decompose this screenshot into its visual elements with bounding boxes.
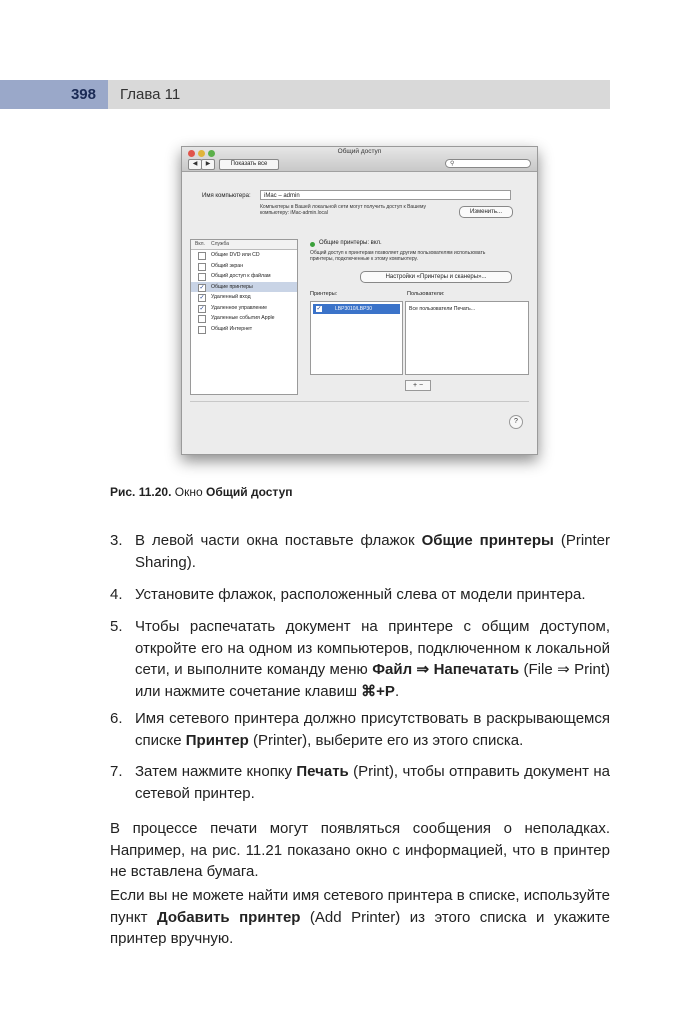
back-arrow-icon[interactable]: ◀ bbox=[188, 159, 202, 170]
service-row-internet[interactable]: Общий Интернет bbox=[191, 324, 297, 335]
search-field[interactable] bbox=[445, 159, 531, 168]
services-list-header bbox=[191, 240, 297, 250]
printer-name: LBP3010/LBP30 bbox=[335, 306, 372, 312]
service-row-dvd[interactable]: Общие DVD или CD bbox=[191, 250, 297, 261]
window-divider bbox=[190, 401, 529, 402]
service-checkbox[interactable] bbox=[198, 273, 206, 281]
window-title: Общий доступ bbox=[337, 148, 382, 155]
user-entry[interactable]: Все пользователи Печать... bbox=[409, 306, 476, 312]
computer-name-note: Компьютеры в Вашей локальной сети могут получить доступ к Вашему компьютеру: iMac-admin.local bbox=[260, 204, 426, 216]
window-titlebar bbox=[182, 147, 537, 172]
list-item: 6. Имя сетевого принтера должно присутствовать в раскрывающемся списке Принтер (Printer), выберите его из этого списка. bbox=[110, 710, 610, 749]
page-number: 398 bbox=[0, 80, 108, 109]
printer-sharing-description: Общий доступ к принтерам позволяет другим пользователям использовать принтеры, подключенные к этому компьютеру. bbox=[310, 250, 486, 262]
service-checkbox-checked[interactable]: ✓ bbox=[199, 295, 205, 301]
figure-caption: Рис. 11.20. Окно Общий доступ bbox=[110, 485, 293, 499]
computer-name-label: Имя компьютера: bbox=[202, 193, 251, 199]
users-list bbox=[405, 301, 529, 375]
help-icon[interactable]: ? bbox=[509, 415, 523, 429]
service-row-apple-events[interactable]: Удаленные события Apple bbox=[191, 313, 297, 324]
change-name-button[interactable]: Изменить... bbox=[459, 206, 513, 218]
list-item: 4. Установите флажок, расположенный слева от модели принтера. bbox=[110, 586, 586, 603]
add-remove-user-buttons[interactable]: + − bbox=[405, 380, 431, 391]
body-paragraph: Если вы не можете найти имя сетевого принтера в списке, используйте пункт Добавить принтер (Add Printer) из этого списка и укажите принтер вручную. bbox=[110, 887, 611, 947]
service-checkbox[interactable] bbox=[198, 326, 206, 334]
service-checkbox-checked[interactable]: ✓ bbox=[199, 284, 205, 291]
service-row-printers[interactable]: ✓ Общие принтеры bbox=[191, 282, 297, 293]
list-item: 3. В левой части окна поставьте флажок Общие принтеры (Printer Sharing). bbox=[110, 532, 610, 571]
service-row-screen[interactable]: Общий экран bbox=[191, 261, 297, 272]
service-checkbox[interactable] bbox=[198, 263, 206, 271]
service-row-remote-login[interactable]: ✓ Удаленный вход bbox=[199, 294, 251, 301]
computer-name-field[interactable]: iMac – admin bbox=[260, 190, 511, 200]
printer-row[interactable] bbox=[313, 304, 400, 314]
printers-label: Принтеры: bbox=[310, 291, 338, 297]
status-on-icon bbox=[310, 242, 315, 247]
sharing-window-figure bbox=[181, 146, 538, 455]
forward-arrow-icon[interactable]: ▶ bbox=[201, 159, 215, 170]
printers-scanners-prefs-button[interactable]: Настройки «Принтеры и сканеры»... bbox=[360, 271, 512, 283]
service-checkbox[interactable] bbox=[198, 252, 206, 260]
service-row-remote-management[interactable]: ✓ Удаленное управление bbox=[199, 304, 268, 312]
printers-list bbox=[310, 301, 403, 375]
show-all-button[interactable]: Показать все bbox=[219, 159, 279, 170]
list-item: 7. Затем нажмите кнопку Печать (Print), чтобы отправить документ на сетевой принтер. bbox=[110, 763, 610, 802]
services-list bbox=[190, 239, 298, 395]
printer-sharing-status: Общие принтеры: вкл. bbox=[319, 240, 382, 246]
service-checkbox[interactable] bbox=[198, 315, 206, 323]
body-paragraph: В процессе печати могут появляться сообщения о неполадках. Например, на рис. 11.21 показано окно с информацией, что в принтер не вставлена бумага. bbox=[110, 820, 610, 880]
search-icon: ⚲ bbox=[450, 161, 455, 167]
users-label: Пользователи: bbox=[407, 291, 445, 297]
service-row-files[interactable]: Общий доступ к файлам bbox=[191, 271, 297, 282]
chapter-title: Глава 11 bbox=[120, 86, 181, 103]
list-item: 5. Чтобы распечатать документ на принтере с общим доступом, откройте его на одном из компьютеров, подключенном к локальной сети, и выполните команду меню Файл ⇒ Напечатать (File ⇒ Print) или нажмите сочетание клавиш ⌘+P. bbox=[110, 618, 610, 700]
column-service-header: Служба bbox=[211, 241, 230, 247]
service-checkbox-checked[interactable]: ✓ bbox=[199, 305, 205, 312]
printer-checkbox-checked[interactable]: ✓ bbox=[316, 306, 322, 312]
column-on-header: Вкл. bbox=[195, 241, 205, 247]
